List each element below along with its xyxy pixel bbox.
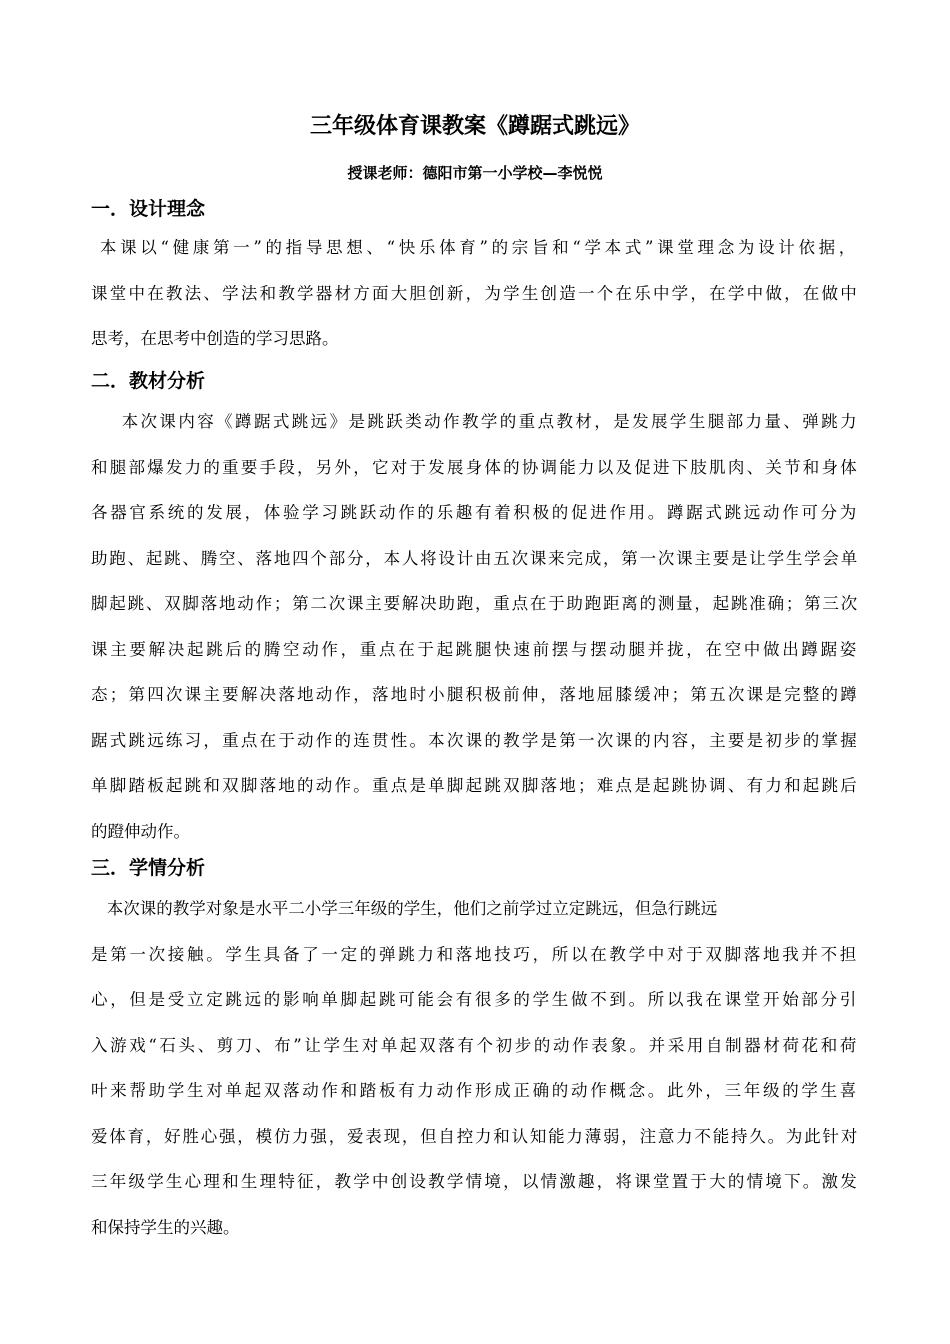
paragraph-line: 各器官系统的发展，体验学习跳跃动作的乐趣有着积极的促进作用。蹲踞式跳远动作可分为 <box>91 503 859 522</box>
paragraph-line: 三年级学生心理和生理特征，教学中创设教学情境，以情激趣，将课堂置于大的情境下。激发 <box>91 1172 859 1191</box>
paragraph-line: 踞式跳远练习，重点在于动作的连贯性。本次课的教学是第一次课的内容，主要是初步的掌握 <box>91 730 859 750</box>
paragraph-line: 思考，在思考中创造的学习思路。 <box>91 329 339 348</box>
section-body-design-concept <box>91 225 859 362</box>
paragraph-line: 入游戏“石头、剪刀、布”让学生对单起双落有个初步的动作表象。并采用自制器材荷花和荷 <box>91 1035 859 1055</box>
section-body-material-analysis <box>91 399 859 854</box>
paragraph-line: 本次课内容《蹲踞式跳远》是跳跃类动作教学的重点教材，是发展学生腿部力量、弹跳力 <box>91 412 859 431</box>
paragraph-line: 爱体育，好胜心强，模仿力强，爱表现，但自控力和认知能力薄弱，注意力不能持久。为此针对 <box>91 1126 859 1146</box>
paragraph-line: 课堂中在教法、学法和教学器材方面大胆创新，为学生创造一个在乐中学，在学中做，在做中 <box>91 283 859 303</box>
document-title: 三年级体育课教案《蹲踞式跳远》 <box>309 114 640 139</box>
section-heading-design-concept: 一．设计理念 <box>91 198 206 220</box>
author-line: 授课老师：德阳市第一小学校—李悦悦 <box>347 164 603 182</box>
paragraph-line: 心，但是受立定跳远的影响单脚起跳可能会有很多的学生做不到。所以我在课堂开始部分引 <box>91 990 859 1009</box>
paragraph-line: 课主要解决起跳后的腾空动作，重点在于起跳腿快速前摆与摆动腿并拢，在空中做出蹲踞姿 <box>91 639 859 659</box>
section-body-student-analysis <box>91 886 859 1250</box>
section-heading-material-analysis: 二．教材分析 <box>91 370 206 392</box>
paragraph-line: 和保持学生的兴趣。 <box>91 1217 240 1237</box>
paragraph-line: 本次课的教学对象是水平二小学三年级的学生，他们之前学过立定跳远，但急行跳远 <box>91 899 718 918</box>
paragraph-line: 本课以“健康第一”的指导思想、“快乐体育”的宗旨和“学本式”课堂理念为设计依据， <box>91 238 859 257</box>
paragraph-line: 单脚踏板起跳和双脚落地的动作。重点是单脚起跳双脚落地；难点是起跳协调、有力和起跳后 <box>91 776 859 795</box>
paragraph-line: 叶来帮助学生对单起双落动作和踏板有力动作形成正确的动作概念。此外，三年级的学生喜 <box>91 1081 859 1100</box>
paragraph-line: 的蹬伸动作。 <box>91 821 190 841</box>
paragraph-line: 态；第四次课主要解决落地动作，落地时小腿积极前伸，落地屈膝缓冲；第五次课是完整的蹲 <box>91 685 859 704</box>
section-heading-student-analysis: 三．学情分析 <box>91 857 206 879</box>
paragraph-line: 助跑、起跳、腾空、落地四个部分，本人将设计由五次课来完成，第一次课主要是让学生学会单 <box>91 548 859 568</box>
paragraph-line: 脚起跳、双脚落地动作；第二次课主要解决助跑，重点在于助跑距离的测量，起跳准确；第三次 <box>91 594 859 613</box>
paragraph-line: 和腿部爆发力的重要手段，另外，它对于发展身体的协调能力以及促进下肢肌肉、关节和身体 <box>91 457 859 477</box>
paragraph-line: 是第一次接触。学生具备了一定的弹跳力和落地技巧，所以在教学中对于双脚落地我并不担 <box>91 944 859 964</box>
